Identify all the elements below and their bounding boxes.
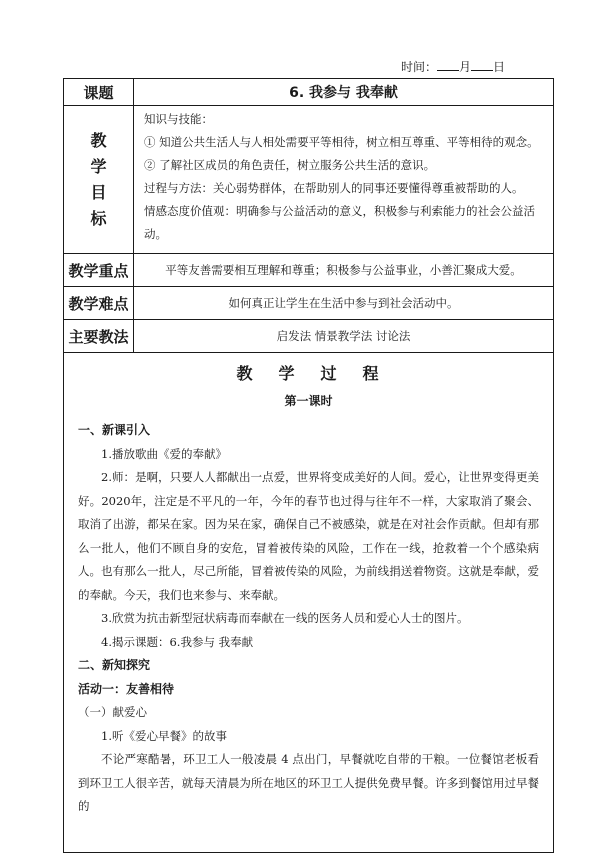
- section-heading: 一、新课引入: [78, 423, 151, 437]
- difficulties-label: 教学难点: [64, 287, 134, 320]
- sub-heading: （一）献爱心: [78, 705, 147, 719]
- lesson-plan-table: [63, 78, 554, 853]
- paragraph: 3.欣赏为抗击新型冠状病毒而奉献在一线的医务人员和爱心人士的图片。: [101, 611, 469, 625]
- objectives-label: [64, 106, 134, 254]
- key-points-label: 教学重点: [64, 254, 134, 287]
- day-suffix: 日: [492, 60, 505, 74]
- process-title-char: 学: [278, 364, 297, 383]
- methods-row: [64, 320, 554, 353]
- teaching-process: [64, 353, 554, 853]
- paragraph: 4.揭示课题：6.我参与 我奉献: [101, 634, 254, 649]
- objective-line: 情感态度价值观：明确参与公益活动的意义，积极参与利索能力的社会公益活动。: [144, 204, 535, 241]
- month-suffix: 月: [458, 60, 471, 74]
- lesson-number: 第一课时: [284, 394, 333, 408]
- process-row: [64, 353, 554, 853]
- difficulties-value: 如何真正让学生在生活中参与到社会活动中。: [134, 287, 554, 320]
- month-blank: [437, 59, 459, 71]
- process-title-char: 教: [236, 364, 255, 383]
- methods-value: 启发法 情景教学法 讨论法: [134, 320, 554, 353]
- objectives-content: [134, 106, 554, 254]
- date-line: [401, 59, 505, 74]
- objective-line: ② 了解社区成员的角色责任，树立服务公共生活的意识。: [144, 158, 436, 172]
- key-points-value: 平等友善需要相互理解和尊重；积极参与公益事业，小善汇聚成大爱。: [134, 254, 554, 287]
- topic-label: 课题: [64, 79, 134, 106]
- methods-label: 主要教法: [64, 320, 134, 353]
- objectives-row: [64, 106, 554, 254]
- objective-line: ① 知道公共生活人与人相处需要平等相待，树立相互尊重、平等相待的观念。: [144, 135, 539, 149]
- section-heading: 二、新知探究: [78, 658, 151, 672]
- paragraph: 1.听《爱心早餐》的故事: [101, 728, 227, 743]
- objectives-label-char: 教: [90, 130, 107, 150]
- topic-value: 6. 我参与 我奉献: [134, 79, 554, 106]
- objectives-label-char: 学: [90, 156, 107, 176]
- activity-heading: 活动一：友善相待: [78, 681, 175, 696]
- process-title-char: 程: [362, 364, 381, 383]
- difficulties-row: [64, 287, 554, 320]
- paragraph: 1.播放歌曲《爱的奉献》: [101, 446, 227, 461]
- date-prefix: 时间：: [400, 60, 437, 74]
- objectives-label-char: 目: [90, 182, 107, 202]
- paragraph: 不论严寒酷暑，环卫工人一般凌晨 4 点出门，早餐就吃自带的干粮。一位餐馆老板看到环卫工人很辛苦，就每天清晨为所在地区的环卫工人提供免费早餐。许多到餐馆用过早餐的: [78, 752, 539, 813]
- paragraph: 2.师：是啊，只要人人都献出一点爱，世界将变成美好的人间。爱心，让世界变得更美好。2020年，注定是不平凡的一年，今年的春节也过得与往年不一样，大家取消了聚会、取消了出游，都呆在家。因为呆在家，确保自己不被感染，就是在对社会作贡献。但却有那么一批人，他们不顾自身的安危，冒着被传染的风险，工作在一线，抢救着一个个感染病人。也有那么一批人，尽己所能，冒着被传染的风险，为前线捐送着物资。这就是奉献，爱的奉献。今天，我们也来参与、来奉献。: [78, 470, 539, 602]
- objective-line: 过程与方法：关心弱势群体，在帮助别人的同事还要懂得尊重被帮助的人。: [144, 181, 524, 195]
- key-points-row: [64, 254, 554, 287]
- topic-row: [64, 79, 554, 106]
- objectives-label-char: 标: [90, 208, 107, 228]
- objective-line: 知识与技能：: [144, 112, 213, 126]
- process-title-char: 过: [320, 364, 339, 383]
- process-title: [78, 361, 539, 384]
- day-blank: [471, 59, 493, 71]
